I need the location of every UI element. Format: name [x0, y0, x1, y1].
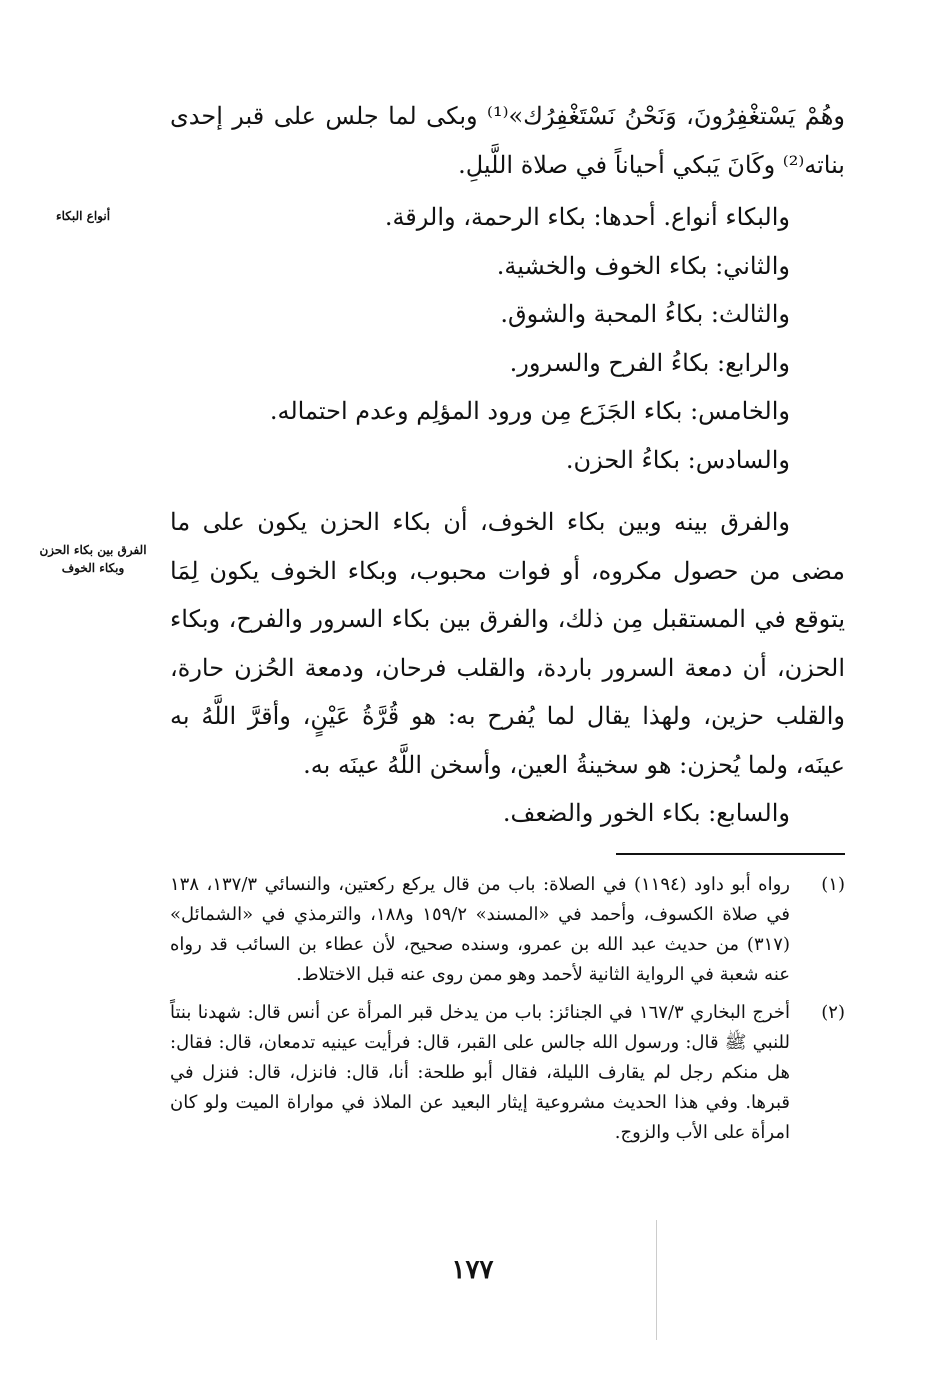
weeping-type-fourth: والرابع: بكاءُ الفرح والسرور.: [509, 348, 790, 377]
footnote-number: (١): [821, 874, 845, 895]
weeping-type-fifth: والخامس: بكاء الجَزَع مِن ورود المؤلِم وعدم احتماله.: [269, 397, 790, 425]
footnotes: [170, 870, 845, 1156]
margin-note-difference: الفرق بين بكاء الحزن وبكاء الخوف: [39, 543, 147, 575]
footnote-1: [170, 870, 845, 990]
footnote-separator: [616, 853, 845, 855]
footnote-text: أخرج البخاري ١٦٧/٣ في الجنائز: باب من يدخل قبر المرأة عن أنس قال: شهدنا بنتاً للنبي ﷺ قال: ورسول الله جالس على القبر، قال: فرأيت عينيه تدمعان، قال: فقال: هل منكم رجل لم يقارف الليلة، فقال أبو طلحة: أنا، قال: فانزل، قال: فنزل في قبرها. وفي هذا الحديث مشروعية إيثار البعيد عن الملاذ في مواراة الميت ولو كان امرأة على الأب والزوج.: [170, 1002, 790, 1143]
footnote-2: [170, 998, 845, 1148]
footnote-number: (٢): [821, 1002, 845, 1023]
weeping-type-third: والثالث: بكاءُ المحبة والشوق.: [500, 300, 790, 328]
paragraph-difference: والفرق بينه وبين بكاء الخوف، أن بكاء الحزن يكون على ما مضى من حصول مكروه، أو فوات محبوب، وبكاء الخوف يكون لِمَا يتوقع في المستقبل مِن ذلك، والفرق بين بكاء السرور والفرح، وبكاء الحزن، أن دمعة السرور باردة، والقلب فرحان، ودمعة الحُزن حارة، والقلب حزين، ولهذا يقال لما يُفرح به: هو قُرَّةُ عَيْنٍ، وأقرَّ اللَّهُ به عينَه، ولما يُحزن: هو سخينةُ العين، وأسخن اللَّهُ عينَه به.: [170, 508, 845, 779]
weeping-types-intro: والبكاء أنواع. أحدها: بكاء الرحمة، والرقة.: [384, 203, 790, 231]
page-number: ١٧٧: [451, 1255, 494, 1285]
margin-note-types: أنواع البكاء: [55, 209, 111, 223]
footnote-text: رواه أبو داود (١١٩٤) في الصلاة: باب من قال يركع ركعتين، والنسائي ١٣٧/٣، ١٣٨ في صلاة الكسوف، وأحمد في «المسند» ١٥٩/٢ و١٨٨، والترمذي في «الشمائل» (٣١٧) من حديث عبد الله بن عمرو، وسنده صحيح، لأن عطاء بن السائب قد رواه عنه شعبة في الرواية الثانية لأحمد وهو ممن روى عنه قبل الاختلاط.: [170, 874, 791, 985]
paragraph-intro: وهُمْ يَسْتغْفِرُونَ، وَنَحْنُ نَسْتَغْفِرُك»⁽¹⁾ وبكى لما جلس على قبر إحدى بناته⁽²⁾ وكَانَ يَبكي أحياناً في صلاة اللَّيلِ.: [170, 102, 846, 179]
main-text: [170, 92, 845, 838]
weeping-type-second: والثاني: بكاء الخوف والخشية.: [496, 251, 790, 280]
weeping-type-seventh: والسابع: بكاء الخور والضعف.: [502, 799, 790, 827]
weeping-type-sixth: والسادس: بكاءُ الحزن.: [565, 445, 790, 474]
